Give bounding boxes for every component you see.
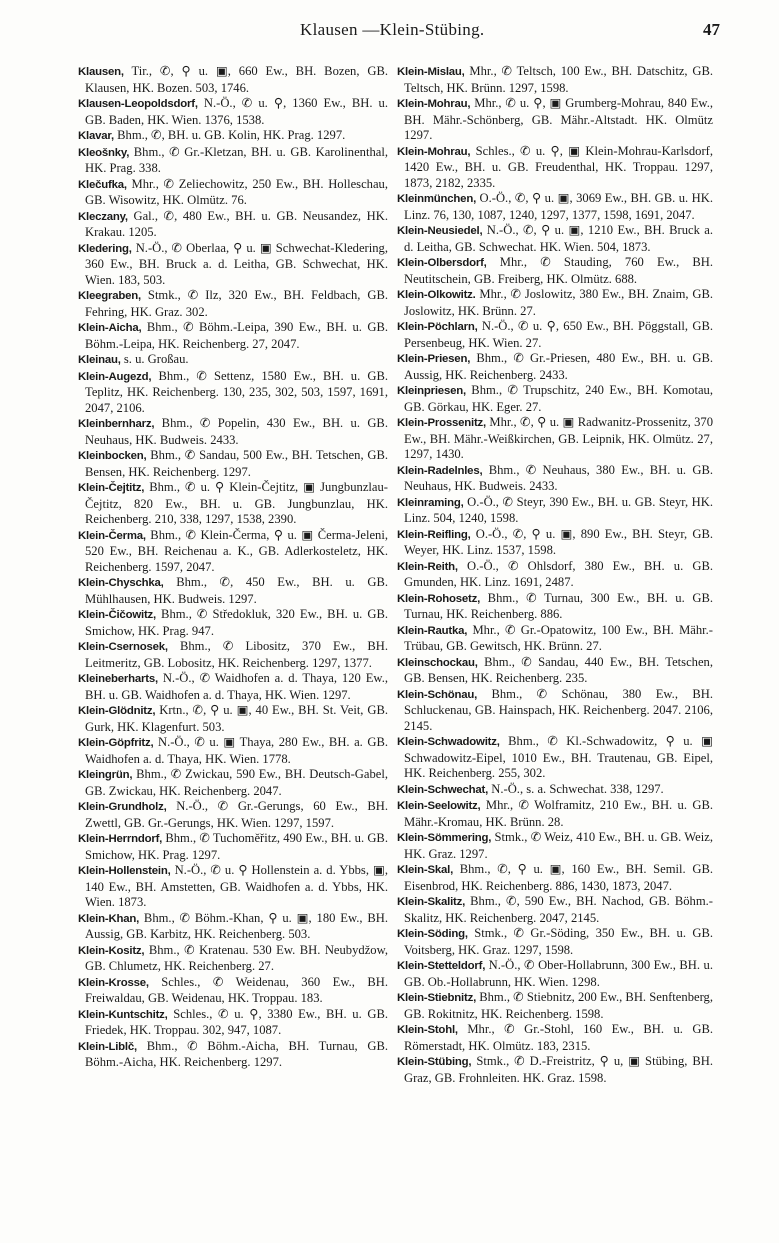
gazetteer-entry <box>397 926 713 958</box>
gazetteer-entry <box>78 975 388 1007</box>
entry-text: Mhr., ✆ u. ⚲, ▣ Grumberg-Mohrau, 840 Ew., BH. Mähr.-Schönberg, GB. Mähr.-Altstadt. HK. Olmütz 1297. <box>404 96 713 142</box>
gazetteer-entry <box>397 958 713 990</box>
entry-headword: Klein-Herrndorf, <box>78 833 163 845</box>
gazetteer-entry <box>78 735 388 767</box>
entry-text: Schles., ✆ Weidenau, 360 Ew., BH. Freiwaldau, GB. Weidenau, HK. Troppau. 183. <box>85 974 388 1005</box>
entry-headword: Klein-Augezd, <box>78 370 152 383</box>
entry-text: Bhm., ✆ Tuchoměřitz, 490 Ew., BH. u. GB. Smichow, HK. Prag. 1297. <box>85 831 388 862</box>
gazetteer-entry <box>78 416 388 448</box>
gazetteer-entry <box>78 241 388 289</box>
gazetteer-entry <box>397 1022 713 1054</box>
right-column <box>397 64 713 1086</box>
entry-headword: Klein-Stohl, <box>397 1024 458 1036</box>
entry-text: N.-Ö., ✆ Ober-Hollabrunn, 300 Ew., BH. u. GB. Ob.-Hollabrunn, HK. Wien. 1298. <box>404 958 713 989</box>
entry-headword: Klein-Seelowitz, <box>397 800 481 812</box>
gazetteer-entry <box>397 734 713 782</box>
gazetteer-entry <box>397 623 713 655</box>
entry-headword: Klein-Grundholz, <box>78 801 167 813</box>
entry-headword: Klein-Csernosek, <box>78 641 168 653</box>
entry-headword: Klein-Stiebnitz, <box>397 992 477 1004</box>
gazetteer-entry <box>78 1007 388 1039</box>
entry-headword: Klein-Skalitz, <box>397 896 466 908</box>
running-title: Klausen —Klein-Stübing. <box>300 20 485 39</box>
entry-text: Stmk., ✆ D.-Freistritz, ⚲ u, ▣ Stübing, BH. Graz, GB. Frohnleiten. HK. Graz. 1598. <box>404 1054 713 1085</box>
entry-headword: Klein-Schwadowitz, <box>397 736 500 748</box>
entry-text: Bhm., ✆ Kl.-Schwadowitz, ⚲ u. ▣ Schwadowitz-Eipel, 1010 Ew., BH. Trautenau, GB. Eipel, HK. Reichenberg. 255, 302. <box>404 734 713 780</box>
gazetteer-entry <box>78 1039 388 1071</box>
entry-headword: Klein-Olkowitz. <box>397 289 476 301</box>
gazetteer-entry <box>78 369 388 417</box>
gazetteer-entry <box>397 655 713 687</box>
entry-text: s. u. Großau. <box>120 352 189 366</box>
entry-text: Bhm., ✆ Gr.-Priesen, 480 Ew., BH. u. GB. Aussig, HK. Reichenberg. 2433. <box>404 351 713 382</box>
gazetteer-entry <box>397 463 713 495</box>
entry-text: N.-Ö., ✆ Gr.-Gerungs, 60 Ew., BH. Zwettl, GB. Gr.-Gerungs, HK. Wien. 1297, 1597. <box>85 799 388 830</box>
gazetteer-entry <box>78 799 388 831</box>
gazetteer-entry <box>78 96 388 128</box>
gazetteer-entry <box>397 191 713 223</box>
entry-headword: Klein-Prossenitz, <box>397 417 487 429</box>
entry-text: O.-Ö., ✆ Ohlsdorf, 380 Ew., BH. u. GB. Gmunden, HK. Linz. 1691, 2487. <box>404 558 713 589</box>
entry-headword: Kleinpriesen, <box>397 385 466 397</box>
entry-headword: Kleinschockau, <box>397 656 478 669</box>
entry-headword: Klein-Radelnles, <box>397 464 483 477</box>
entry-headword: Kledering, <box>78 242 132 255</box>
page-number: 47 <box>703 20 720 39</box>
entry-headword: Kleinraming, <box>397 496 464 509</box>
entry-headword: Klein-Kositz, <box>78 944 145 957</box>
entry-text: Bhm., ✆ Sandau, 440 Ew., BH. Tetschen, GB. Bensen, HK. Reichenberg. 235. <box>404 654 713 685</box>
entry-headword: Klein-Olbersdorf, <box>397 257 487 269</box>
entry-text: Bhm., ✆ u. ⚲ Klein-Čejtitz, ▣ Jungbunzlau-Čejtitz, 820 Ew., BH. u. GB. Jungbunzlau, HK. Reichenberg. 210, 338, 1297, 1538, 2390. <box>85 480 388 526</box>
entry-headword: Klein-Priesen, <box>397 353 471 365</box>
gazetteer-entry <box>397 64 713 96</box>
entry-headword: Klein-Aicha, <box>78 322 142 334</box>
gazetteer-entry <box>397 990 713 1022</box>
page-header <box>70 16 720 44</box>
gazetteer-entry <box>397 798 713 830</box>
entry-text: Mhr., ✆ Wolframitz, 210 Ew., BH. u. GB. Mähr.-Kromau, HK. Brünn. 28. <box>404 798 713 829</box>
entry-text: Bhm., ✆, 450 Ew., BH. u. GB. Mühlhausen, HK. Budweis. 1297. <box>85 575 388 606</box>
entry-text: Stmk., ✆ Ilz, 320 Ew., BH. Feldbach, GB. Fehring, HK. Graz. 302. <box>85 288 388 319</box>
gazetteer-entry <box>397 144 713 192</box>
gazetteer-entry <box>78 64 388 96</box>
entry-headword: Klein-Krosse, <box>78 976 149 989</box>
entry-headword: Klein-Čejtitz, <box>78 482 145 494</box>
entry-text: N.-Ö., ✆ u. ⚲, 650 Ew., BH. Pöggstall, GB. Persenbeug, HK. Wien. 27. <box>404 319 713 350</box>
gazetteer-entry <box>78 831 388 863</box>
gazetteer-entry <box>78 209 388 241</box>
entry-text: Bhm., ✆ Böhm.-Leipa, 390 Ew., BH. u. GB. Böhm.-Leipa, HK. Reichenberg. 27, 2047. <box>85 320 388 351</box>
entry-headword: Klausen, <box>78 66 124 78</box>
entry-text: Mhr., ✆ Teltsch, 100 Ew., BH. Datschitz, GB. Teltsch, HK. Brünn. 1297, 1598. <box>404 64 713 95</box>
gazetteer-entry <box>397 495 713 527</box>
entry-text: N.-Ö., ✆ u. ⚲ Hollenstein a. d. Ybbs, ▣, 140 Ew., BH. Amstetten, GB. Waidhofen a. d. Ybbs, HK. Wien. 1873. <box>85 863 388 909</box>
left-column <box>78 64 388 1071</box>
entry-text: O.-Ö., ✆ Steyr, 390 Ew., BH. u. GB. Steyr, HK. Linz. 504, 1240, 1598. <box>404 494 713 525</box>
gazetteer-entry <box>78 448 388 480</box>
entry-headword: Kleošnky, <box>78 146 130 159</box>
gazetteer-entry <box>397 687 713 735</box>
gazetteer-entry <box>78 288 388 320</box>
entry-text: Schles., ✆ u. ⚲, ▣ Klein-Mohrau-Karlsdorf, 1420 Ew., BH. u. GB. Freudenthal, HK. Troppau. 1297, 1873, 2182, 2335. <box>404 143 713 190</box>
entry-headword: Klausen-Leopoldsdorf, <box>78 98 198 110</box>
entry-text: Bhm., ✆ Turnau, 300 Ew., BH. u. GB. Turnau, HK. Reichenberg. 886. <box>404 590 713 621</box>
entry-text: Schles., ✆ u. ⚲, 3380 Ew., BH. u. GB. Friedek, HK. Troppau. 302, 947, 1087. <box>85 1006 388 1037</box>
entry-headword: Klein-Göpfritz, <box>78 737 154 749</box>
entry-text: Bhm., ✆ Kratenau. 530 Ew. BH. Neubydžow, GB. Chlumetz, HK. Reichenberg. 27. <box>85 942 388 973</box>
gazetteer-entry <box>397 351 713 383</box>
gazetteer-entry <box>397 782 713 799</box>
entry-text: Bhm., ✆, BH. u. GB. Kolin, HK. Prag. 1297. <box>113 128 346 142</box>
gazetteer-entry <box>78 639 388 671</box>
gazetteer-entry <box>78 352 388 369</box>
entry-text: Bhm., ✆ Zwickau, 590 Ew., BH. Deutsch-Gabel, GB. Zwickau, HK. Reichenberg. 2047. <box>85 767 388 798</box>
gazetteer-entry <box>78 128 388 145</box>
gazetteer-entry <box>397 527 713 559</box>
entry-text: Tir., ✆, ⚲ u. ▣, 660 Ew., BH. Bozen, GB. Klausen, HK. Bozen. 503, 1746. <box>85 64 388 95</box>
entry-headword: Klein-Stübing, <box>397 1056 472 1068</box>
entry-headword: Klein-Skal, <box>397 864 454 876</box>
entry-headword: Klein-Reifling, <box>397 528 471 541</box>
entry-headword: Kleczany, <box>78 210 128 223</box>
entry-headword: Kleegraben, <box>78 290 142 302</box>
entry-text: Bhm., ✆ Středokluk, 320 Ew., BH. u. GB. Smichow, HK. Prag. 947. <box>85 607 388 638</box>
gazetteer-entry <box>397 415 713 463</box>
gazetteer-entry <box>78 320 388 352</box>
entry-headword: Klein-Sömmering, <box>397 832 492 844</box>
entry-headword: Klein-Hollenstein, <box>78 865 171 877</box>
entry-text: Bhm., ✆ Böhm.-Aicha, BH. Turnau, GB. Böhm.-Aicha, HK. Reichenberg. 1297. <box>85 1038 388 1069</box>
entry-text: Bhm., ✆ Libositz, 370 Ew., BH. Leitmeritz, GB. Lobositz, HK. Reichenberg. 1297, 1377. <box>85 639 388 670</box>
entry-text: Bhm., ✆, ⚲ u. ▣, 160 Ew., BH. Semil. GB. Eisenbrod, HK. Reichenberg. 886, 1430, 1873, 2047. <box>404 862 713 893</box>
entry-headword: Klein-Mohrau, <box>397 98 471 110</box>
entry-headword: Klečufka, <box>78 178 127 191</box>
gazetteer-entry <box>397 559 713 591</box>
entry-headword: Klein-Chyschka, <box>78 577 164 589</box>
gazetteer-entry <box>78 607 388 639</box>
entry-headword: Klein-Kuntschitz, <box>78 1008 168 1021</box>
entry-headword: Klein-Schönau, <box>397 688 478 701</box>
gazetteer-entry <box>78 671 388 703</box>
entry-headword: Kleinmünchen, <box>397 193 477 205</box>
gazetteer-entry <box>397 255 713 287</box>
gazetteer-entry <box>397 223 713 255</box>
entry-headword: Klein-Mislau, <box>397 66 465 78</box>
entry-text: Gal., ✆, 480 Ew., BH. u. GB. Neusandez, HK. Krakau. 1205. <box>85 208 388 239</box>
entry-headword: Klavar, <box>78 130 114 142</box>
gazetteer-entry <box>397 383 713 415</box>
entry-text: Mhr., ✆, ⚲ u. ▣ Radwanitz-Prossenitz, 370 Ew., BH. Mähr.-Weißkirchen, GB. Leipnik, HK. Olmütz. 27, 1297, 1430. <box>404 415 713 461</box>
entry-text: Mhr., ✆ Gr.-Stohl, 160 Ew., BH. u. GB. Römerstadt, HK. Olmütz. 183, 2315. <box>404 1022 713 1053</box>
entry-headword: Kleinau, <box>78 354 121 366</box>
entry-text: Stmk., ✆ Gr.-Söding, 350 Ew., BH. u. GB. Voitsberg, HK. Graz. 1297, 1598. <box>404 926 713 957</box>
entry-headword: Klein-Schwechat, <box>397 783 489 796</box>
entry-text: N.-Ö., ✆ u. ▣ Thaya, 280 Ew., BH. a. GB. Waidhofen a. d. Thaya, HK. Wien. 1778. <box>85 735 388 766</box>
gazetteer-entry <box>78 943 388 975</box>
entry-text: Bhm., ✆ Sandau, 500 Ew., BH. Tetschen, GB. Bensen, HK. Reichenberg. 1297. <box>85 448 388 479</box>
entry-headword: Klein-Mohrau, <box>397 145 471 158</box>
gazetteer-entry <box>78 575 388 607</box>
entry-text: N.-Ö., ✆, ⚲ u. ▣, 1210 Ew., BH. Bruck a. d. Leitha, GB. Schwechat. HK. Wien. 504, 1873. <box>404 223 713 254</box>
gazetteer-entry <box>397 591 713 623</box>
gazetteer-entry <box>397 1054 713 1086</box>
gazetteer-entry <box>78 703 388 735</box>
entry-text: Bhm., ✆, 590 Ew., BH. Nachod, GB. Böhm.-Skalitz, HK. Reichenberg. 2047, 2145. <box>404 894 713 925</box>
gazetteer-entry <box>78 767 388 799</box>
gazetteer-entry <box>397 830 713 862</box>
entry-headword: Klein-Liblč, <box>78 1040 137 1053</box>
entry-headword: Klein-Neusiedel, <box>397 225 483 237</box>
entry-headword: Klein-Glödnitz, <box>78 705 156 717</box>
gazetteer-entry <box>78 911 388 943</box>
entry-text: Bhm., ✆ Neuhaus, 380 Ew., BH. u. GB. Neuhaus, HK. Budweis. 2433. <box>404 462 713 493</box>
entry-headword: Klein-Söding, <box>397 928 468 940</box>
entry-text: Mhr., ✆ Gr.-Opatowitz, 100 Ew., BH. Mähr.-Trübau, GB. Gewitsch, HK. Brünn. 27. <box>404 622 713 653</box>
entry-headword: Klein-Rautka, <box>397 624 468 637</box>
entry-headword: Klein-Reith, <box>397 560 458 573</box>
entry-text: O.-Ö., ✆, ⚲ u. ▣, 890 Ew., BH. Steyr, GB. Weyer, HK. Linz. 1537, 1598. <box>404 526 713 557</box>
entry-headword: Kleinbocken, <box>78 450 147 462</box>
entry-headword: Klein-Khan, <box>78 912 140 925</box>
entry-text: Bhm., ✆ Settenz, 1580 Ew., BH. u. GB. Teplitz, HK. Reichenberg. 130, 235, 302, 503, 1597, 1691, 2047, 2106. <box>85 368 388 415</box>
entry-text: Bhm., ✆ Klein-Čerma, ⚲ u. ▣ Čerma-Jeleni, 520 Ew., BH. Reichenau a. K., GB. Adlerkosteletz, HK. Reichenberg. 1597, 2047. <box>85 527 388 574</box>
entry-headword: Klein-Rohosetz, <box>397 592 481 605</box>
gazetteer-entry <box>397 96 713 144</box>
entry-text: Bhm., ✆ Böhm.-Khan, ⚲ u. ▣, 180 Ew., BH. Aussig, GB. Karbitz, HK. Reichenberg. 503. <box>85 910 388 941</box>
entry-text: Bhm., ✆ Trupschitz, 240 Ew., BH. Komotau, GB. Görkau, HK. Eger. 27. <box>404 383 713 414</box>
entry-headword: Klein-Pöchlarn, <box>397 321 478 333</box>
entry-text: Krtn., ✆, ⚲ u. ▣, 40 Ew., BH. St. Veit, GB. Gurk, HK. Klagenfurt. 503. <box>85 703 388 734</box>
entry-text: O.-Ö., ✆, ⚲ u. ▣, 3069 Ew., BH. GB. u. HK. Linz. 76, 130, 1087, 1240, 1297, 1377, 1598, 1691, 2047. <box>404 191 713 222</box>
entry-headword: Kleinbernharz, <box>78 418 155 430</box>
gazetteer-entry <box>397 287 713 319</box>
gazetteer-entry <box>78 480 388 528</box>
gazetteer-entry <box>78 528 388 576</box>
entry-text: Bhm., ✆ Gr.-Kletzan, BH. u. GB. Karolinenthal, HK. Prag. 338. <box>85 144 388 175</box>
gazetteer-entry <box>78 863 388 911</box>
entry-text: N.-Ö., ✆ u. ⚲, 1360 Ew., BH. u. GB. Baden, HK. Wien. 1376, 1538. <box>85 96 388 127</box>
gazetteer-entry <box>78 145 388 177</box>
entry-headword: Klein-Čičowitz, <box>78 609 157 621</box>
entry-text: Bhm., ✆ Schönau, 380 Ew., BH. Schluckenau, GB. Hainspach, HK. Reichenberg. 2047. 2106, 2145. <box>404 686 713 733</box>
entry-text: N.-Ö., s. a. Schwechat. 338, 1297. <box>488 781 664 796</box>
entry-headword: Kleineberharts, <box>78 673 158 685</box>
gazetteer-entry <box>397 894 713 926</box>
entry-text: Stmk., ✆ Weiz, 410 Ew., BH. u. GB. Weiz, HK. Graz. 1297. <box>404 830 713 861</box>
entry-text: Bhm., ✆ Popelin, 430 Ew., BH. u. GB. Neuhaus, HK. Budweis. 2433. <box>85 416 388 447</box>
entry-text: Mhr., ✆ Joslowitz, 380 Ew., BH. Znaim, GB. Joslowitz, HK. Brünn. 27. <box>404 287 713 318</box>
entry-text: Mhr., ✆ Stauding, 760 Ew., BH. Neutitschein, GB. Freiberg, HK. Olmütz. 688. <box>404 255 713 286</box>
entry-headword: Kleingrün, <box>78 769 133 781</box>
gazetteer-entry <box>78 177 388 209</box>
entry-text: Bhm., ✆ Stiebnitz, 200 Ew., BH. Senftenberg, GB. Rokitnitz, HK. Reichenberg. 1598. <box>404 990 713 1021</box>
entry-text: N.-Ö., ✆ Waidhofen a. d. Thaya, 120 Ew., BH. u. GB. Waidhofen a. d. Thaya, HK. Wien. 1297. <box>85 671 388 702</box>
entry-text: Mhr., ✆ Zeliechowitz, 250 Ew., BH. Holleschau, GB. Wisowitz, HK. Olmütz. 76. <box>85 176 388 207</box>
gazetteer-entry <box>397 319 713 351</box>
entry-headword: Klein-Čerma, <box>78 529 146 542</box>
gazetteer-entry <box>397 862 713 894</box>
entry-text: N.-Ö., ✆ Oberlaa, ⚲ u. ▣ Schwechat-Kledering, 360 Ew., BH. Bruck a. d. Leitha, GB. Schwechat, HK. Wien. 183, 503. <box>85 240 388 287</box>
entry-headword: Klein-Stetteldorf, <box>397 960 486 972</box>
